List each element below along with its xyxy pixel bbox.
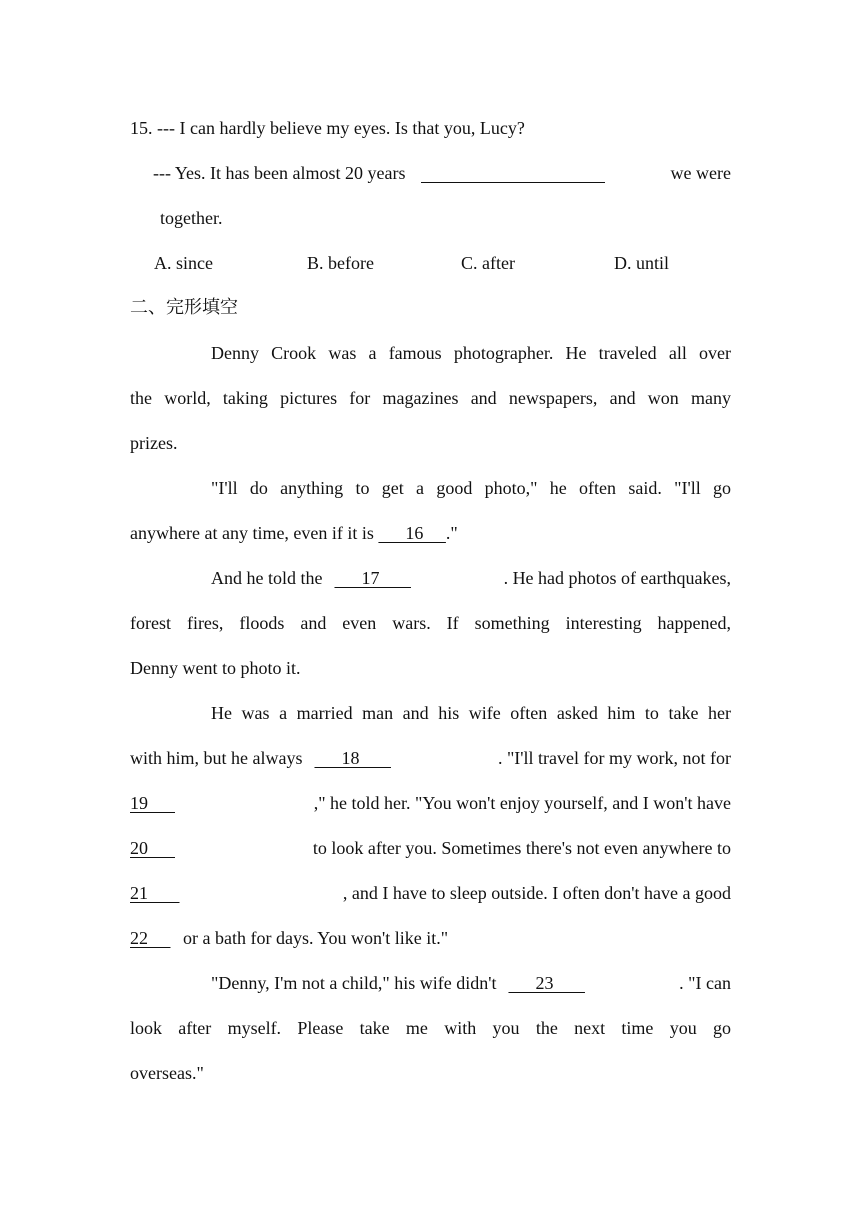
passage-line (130, 746, 731, 770)
passage-text: , and I have to sleep outside. I often don't have a good (342, 883, 731, 903)
option-d[interactable]: D. until (614, 253, 670, 273)
passage-line (130, 926, 448, 950)
question-15-stem: 15. --- I can hardly believe my eyes. Is that you, Lucy? (130, 118, 525, 138)
passage-line: the world, taking pictures for magazines and newspapers, and won many (130, 388, 731, 408)
option-b[interactable]: B. before (307, 253, 374, 273)
blank-19[interactable]: 19 (130, 793, 175, 813)
passage-text: . "I can (679, 973, 731, 993)
blank-22[interactable]: 22 (130, 928, 171, 948)
reply-end: we were (670, 163, 731, 183)
passage-text: anywhere at any time, even if it is (130, 523, 374, 543)
passage-text: And he told the (211, 568, 323, 588)
answer-blank-15[interactable] (421, 164, 605, 183)
option-c[interactable]: C. after (461, 253, 515, 273)
passage-line: forest fires, floods and even wars. If something interesting happened, (130, 613, 731, 633)
option-a[interactable]: A. since (154, 253, 213, 273)
blank-16[interactable]: 16 (378, 523, 446, 543)
blank-18[interactable]: 18 (314, 748, 391, 768)
section-title: 二、完形填空 (130, 297, 238, 318)
blank-21[interactable]: 21 (130, 883, 180, 903)
passage-text: ," he told her. "You won't enjoy yourself, and I won't have (313, 793, 731, 813)
reply-continuation: together. (160, 208, 223, 228)
passage-line (130, 881, 731, 905)
passage-text: . He had photos of earthquakes, (503, 568, 731, 588)
passage-line: He was a married man and his wife often asked him to take her (211, 703, 731, 723)
passage-line: Denny went to photo it. (130, 658, 301, 678)
passage-line: prizes. (130, 433, 178, 453)
passage-text: with him, but he always (130, 748, 303, 768)
passage-text: ." (445, 523, 458, 543)
passage-line (130, 836, 731, 860)
passage-line: look after myself. Please take me with you the next time you go (130, 1018, 731, 1038)
passage-line (130, 791, 731, 815)
question-15-reply (153, 161, 731, 185)
passage-text: . "I'll travel for my work, not for (497, 748, 731, 768)
reply-start: --- Yes. It has been almost 20 years (153, 163, 406, 183)
passage-line: "I'll do anything to get a good photo," he often said. "I'll go (211, 478, 731, 498)
blank-17[interactable]: 17 (334, 568, 411, 588)
passage-text: "Denny, I'm not a child," his wife didn't (211, 973, 497, 993)
passage-text: to look after you. Sometimes there's not even anywhere to (312, 838, 731, 858)
passage-text: or a bath for days. You won't like it." (183, 928, 449, 948)
passage-line: Denny Crook was a famous photographer. He traveled all over (211, 343, 731, 363)
blank-20[interactable]: 20 (130, 838, 175, 858)
passage-line: overseas." (130, 1063, 204, 1083)
passage-line (130, 521, 458, 545)
passage-line (211, 971, 731, 995)
blank-23[interactable]: 23 (508, 973, 585, 993)
passage-line (211, 566, 731, 590)
